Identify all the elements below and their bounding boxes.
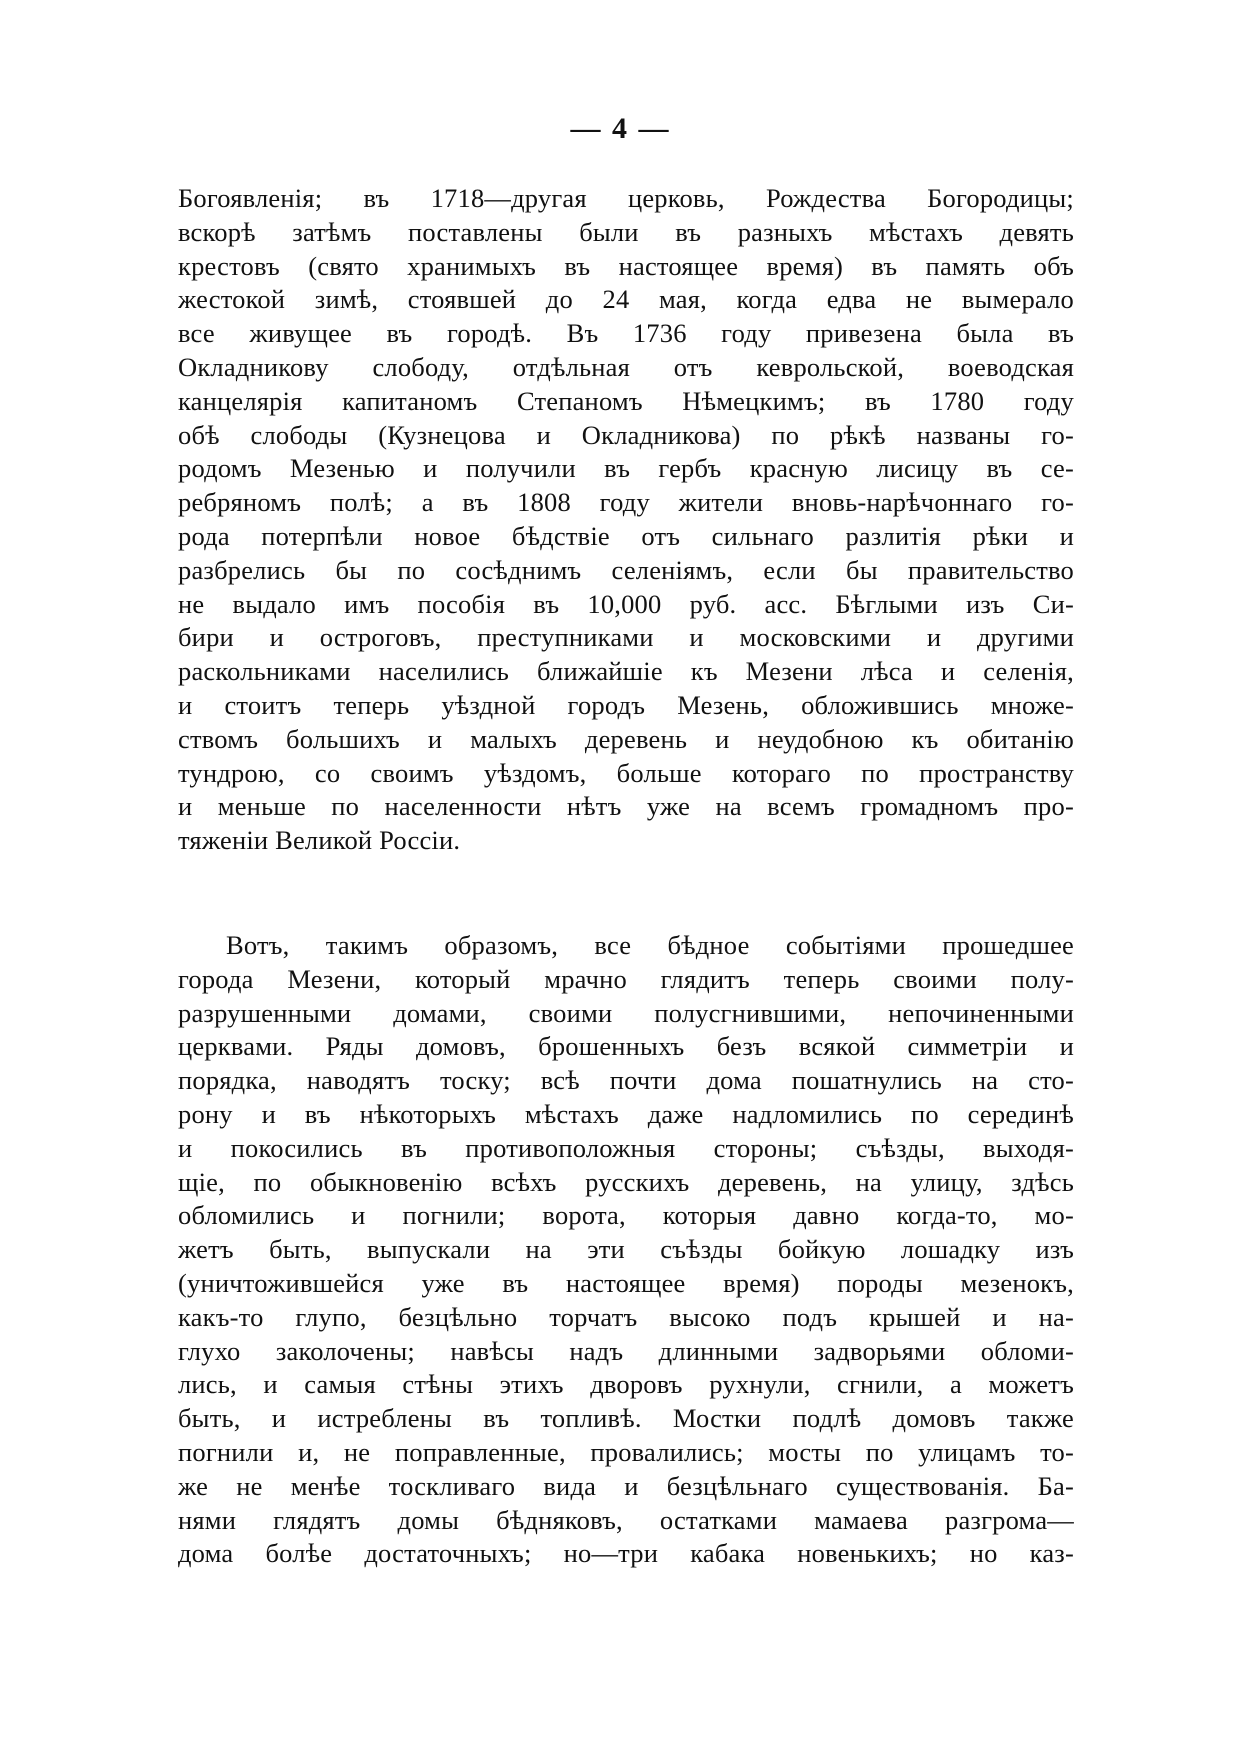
page-number: — 4 — bbox=[570, 112, 671, 145]
text-line: ребряномъ полѣ; а въ 1808 году жители вновь-нарѣчоннаго го- bbox=[178, 487, 1074, 518]
text-line: жетъ быть, выпускали на эти съѣзды бойкую лошадку изъ bbox=[178, 1234, 1074, 1265]
text-line: и меньше по населенности нѣтъ уже на всемъ громадномъ про- bbox=[178, 791, 1074, 822]
text-line: не выдало имъ пособія въ 10,000 руб. асс. Бѣглыми изъ Си- bbox=[178, 588, 1074, 619]
text-line: какъ-то глупо, безцѣльно торчатъ высоко подъ крышей и на- bbox=[178, 1301, 1074, 1332]
text-line: Вотъ, такимъ образомъ, все бѣдное событіями прошедшее bbox=[226, 930, 1074, 960]
text-line: жестокой зимѣ, стоявшей до 24 мая, когда едва не вымерало bbox=[178, 284, 1074, 315]
text-line: погнили и, не поправленные, провалились; мосты по улицамъ то- bbox=[178, 1436, 1074, 1467]
text-line: разбрелись бы по сосѣднимъ селеніямъ, если бы правительство bbox=[178, 554, 1074, 585]
text-line: и покосились въ противоположныя стороны; съѣзды, выходя- bbox=[178, 1132, 1074, 1163]
text-line: Богоявленія; въ 1718—другая церковь, Рождества Богородицы; bbox=[178, 183, 1074, 213]
text-line: обломились и погнили; ворота, которыя давно когда-то, мо- bbox=[178, 1200, 1074, 1231]
text-line: порядка, наводятъ тоску; всѣ почти дома пошатнулись на сто- bbox=[178, 1065, 1074, 1096]
text-line: крестовъ (свято хранимыхъ въ настоящее время) въ память объ bbox=[178, 250, 1074, 281]
text-line: канцелярія капитаномъ Степаномъ Нѣмецкимъ; въ 1780 году bbox=[178, 385, 1074, 416]
text-line: вскорѣ затѣмъ поставлены были въ разныхъ мѣстахъ девять bbox=[178, 216, 1074, 247]
text-line: все живущее въ городѣ. Въ 1736 году привезена была въ bbox=[178, 318, 1074, 349]
text-line: родомъ Мезенью и получили въ гербъ красную лисицу въ се- bbox=[178, 453, 1074, 484]
text-line: дома болѣе достаточныхъ; но—три кабака новенькихъ; но каз- bbox=[178, 1538, 1074, 1569]
paragraph-2 bbox=[178, 929, 1074, 1571]
text-line: разрушенными домами, своими полусгнившими, непочиненными bbox=[178, 997, 1074, 1028]
text-line: (уничтожившейся уже въ настоящее время) породы мезенокъ, bbox=[178, 1267, 1074, 1298]
text-line: рода потерпѣли новое бѣдствіе отъ сильнаго разлитія рѣки и bbox=[178, 520, 1074, 551]
text-line: Окладникову слободу, отдѣльная отъ кеврольской, воеводская bbox=[178, 351, 1074, 382]
text-line: глухо заколочены; навѣсы надъ длинными задворьями обломи- bbox=[178, 1335, 1074, 1366]
text-line: же не менѣе тоскливаго вида и безцѣльнаго существованія. Ба- bbox=[178, 1470, 1074, 1501]
text-line: щіе, по обыкновенію всѣхъ русскихъ деревень, на улицу, здѣсь bbox=[178, 1166, 1074, 1197]
text-line: бири и остроговъ, преступниками и московскими и другими bbox=[178, 622, 1074, 653]
text-line: обѣ слободы (Кузнецова и Окладникова) по рѣкѣ названы го- bbox=[178, 419, 1074, 450]
text-line: нями глядятъ домы бѣдняковъ, остатками мамаева разгрома— bbox=[178, 1504, 1074, 1535]
text-line: рону и въ нѣкоторыхъ мѣстахъ даже надломились по серединѣ bbox=[178, 1098, 1074, 1129]
text-line: и стоитъ теперь уѣздной городъ Мезень, обложившись множе- bbox=[178, 689, 1074, 720]
text-line: церквами. Ряды домовъ, брошенныхъ безъ всякой симметріи и bbox=[178, 1031, 1074, 1062]
text-line: быть, и истреблены въ топливѣ. Мостки подлѣ домовъ также bbox=[178, 1403, 1074, 1434]
text-line: тундрою, со своимъ уѣздомъ, больше котораго по пространству bbox=[178, 757, 1074, 788]
paragraph-1 bbox=[178, 182, 1074, 858]
text-line: ствомъ большихъ и малыхъ деревень и неудобною къ обитанію bbox=[178, 723, 1074, 754]
text-line: лись, и самыя стѣны этихъ дворовъ рухнули, сгнили, а можетъ bbox=[178, 1369, 1074, 1400]
text-line: тяженіи Великой Россіи. bbox=[178, 825, 461, 856]
text-line: города Мезени, который мрачно глядитъ теперь своими полу- bbox=[178, 963, 1074, 994]
text-line: раскольниками населились ближайшіе къ Мезени лѣса и селенія, bbox=[178, 656, 1074, 687]
